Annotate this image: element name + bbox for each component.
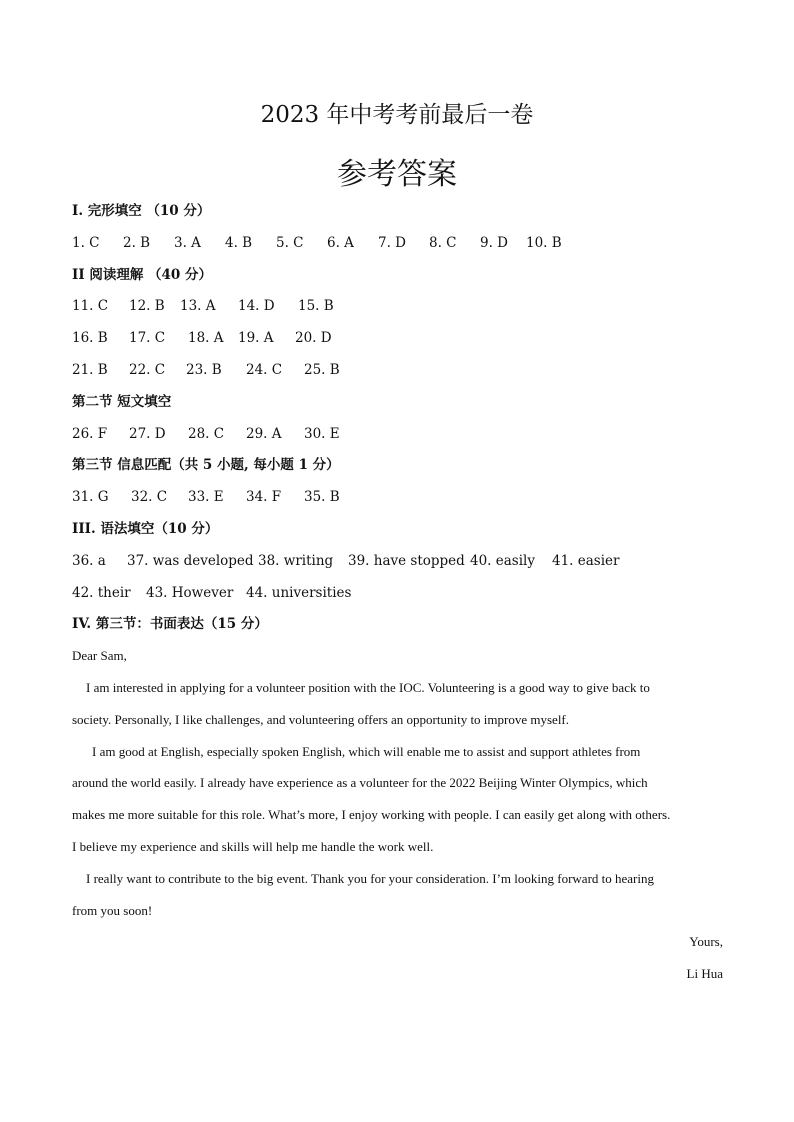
answer-item: 4. B xyxy=(225,234,253,251)
letter-line: I really want to contribute to the big event. Thank you for your consideration. I’m looking forward to hearing xyxy=(86,870,654,886)
answer-row xyxy=(72,359,732,391)
answer-row xyxy=(72,295,732,327)
letter-line: I am interested in applying for a volunteer position with the IOC. Volunteering is a good way to give back to xyxy=(86,679,650,695)
answer-item: 29. A xyxy=(246,425,282,442)
answer-item: 2. B xyxy=(123,234,151,251)
answer-item: 8. C xyxy=(429,234,457,251)
letter-line: from you soon! xyxy=(72,902,153,918)
answer-item: 24. C xyxy=(246,361,283,378)
answer-item: 42. their xyxy=(72,584,131,601)
answer-row xyxy=(72,486,732,518)
answer-row xyxy=(72,232,732,264)
answer-item: 33. E xyxy=(188,489,224,506)
answer-item: 10. B xyxy=(526,234,562,251)
answer-item: 5. C xyxy=(276,234,304,251)
letter-line: I believe my experience and skills will help me handle the work well. xyxy=(72,838,434,854)
answer-item: 12. B xyxy=(129,298,165,315)
answer-item: 26. F xyxy=(72,425,108,442)
section-heading-writing: IV. 第三节：书面表达（15 分） xyxy=(72,616,268,633)
document-title: 2023 年中考考前最后一卷 xyxy=(260,102,534,128)
answer-item: 34. F xyxy=(246,489,282,506)
answer-item: 15. B xyxy=(298,298,334,315)
letter-line: society. Personally, I like challenges, and volunteering offers an opportunity to improve myself. xyxy=(72,711,570,727)
answer-item: 19. A xyxy=(238,330,274,347)
answer-item: 43. However xyxy=(146,584,234,601)
answer-item: 36. a xyxy=(72,552,106,569)
answer-item: 28. C xyxy=(188,425,225,442)
section-heading-matching: 第三节 信息匹配（共 5 小题, 每小题 1 分） xyxy=(72,457,340,474)
answer-item: 32. C xyxy=(131,489,168,506)
document-subtitle: 参考答案 xyxy=(337,157,457,192)
answer-item: 40. easily xyxy=(470,552,535,569)
answer-item: 37. was developed xyxy=(127,552,254,569)
answer-content xyxy=(72,200,732,995)
answer-row xyxy=(72,582,732,614)
letter-line: makes me more suitable for this role. What’s more, I enjoy working with people. I can easily get along with others. xyxy=(72,807,671,823)
answer-item: 22. C xyxy=(129,361,166,378)
answer-item: 11. C xyxy=(72,298,109,315)
answer-item: 44. universities xyxy=(246,584,352,601)
letter-line: around the world easily. I already have experience as a volunteer for the 2022 Beijing Winter Olympics, which xyxy=(72,775,648,791)
answer-item: 23. B xyxy=(186,361,222,378)
answer-item: 7. D xyxy=(378,234,406,251)
answer-item: 3. A xyxy=(174,234,201,251)
letter-signature: Li Hua xyxy=(686,966,723,982)
letter-salutation: Dear Sam, xyxy=(72,648,127,664)
answer-item: 39. have stopped xyxy=(348,552,465,569)
section-heading-cloze: I. 完形填空 （10 分） xyxy=(72,203,211,219)
answer-item: 1. C xyxy=(72,234,100,251)
answer-item: 17. C xyxy=(129,330,166,347)
answer-item: 38. writing xyxy=(258,552,334,569)
answer-item: 9. D xyxy=(480,234,508,251)
section-heading-passage-fill: 第二节 短文填空 xyxy=(72,393,172,410)
answer-item: 31. G xyxy=(72,489,109,506)
answer-item: 30. E xyxy=(304,425,340,442)
answer-row xyxy=(72,550,732,582)
answer-item: 25. B xyxy=(304,361,340,378)
answer-row xyxy=(72,327,732,359)
letter-line: I am good at English, especially spoken English, which will enable me to assist and support athletes from xyxy=(92,743,641,759)
answer-item: 27. D xyxy=(129,425,166,442)
answer-item: 6. A xyxy=(327,234,354,251)
answer-item: 13. A xyxy=(180,298,216,315)
section-heading-grammar: III. 语法填空（10 分） xyxy=(72,520,219,537)
section-heading-reading: II 阅读理解 （40 分） xyxy=(72,266,213,283)
answer-row xyxy=(72,423,732,455)
answer-item: 18. A xyxy=(188,330,224,347)
answer-item: 35. B xyxy=(304,489,340,506)
answer-item: 21. B xyxy=(72,361,108,378)
answer-item: 41. easier xyxy=(552,552,620,569)
answer-item: 14. D xyxy=(238,298,275,315)
answer-item: 20. D xyxy=(295,330,332,347)
answer-item: 16. B xyxy=(72,330,108,347)
letter-closing: Yours, xyxy=(689,934,723,950)
